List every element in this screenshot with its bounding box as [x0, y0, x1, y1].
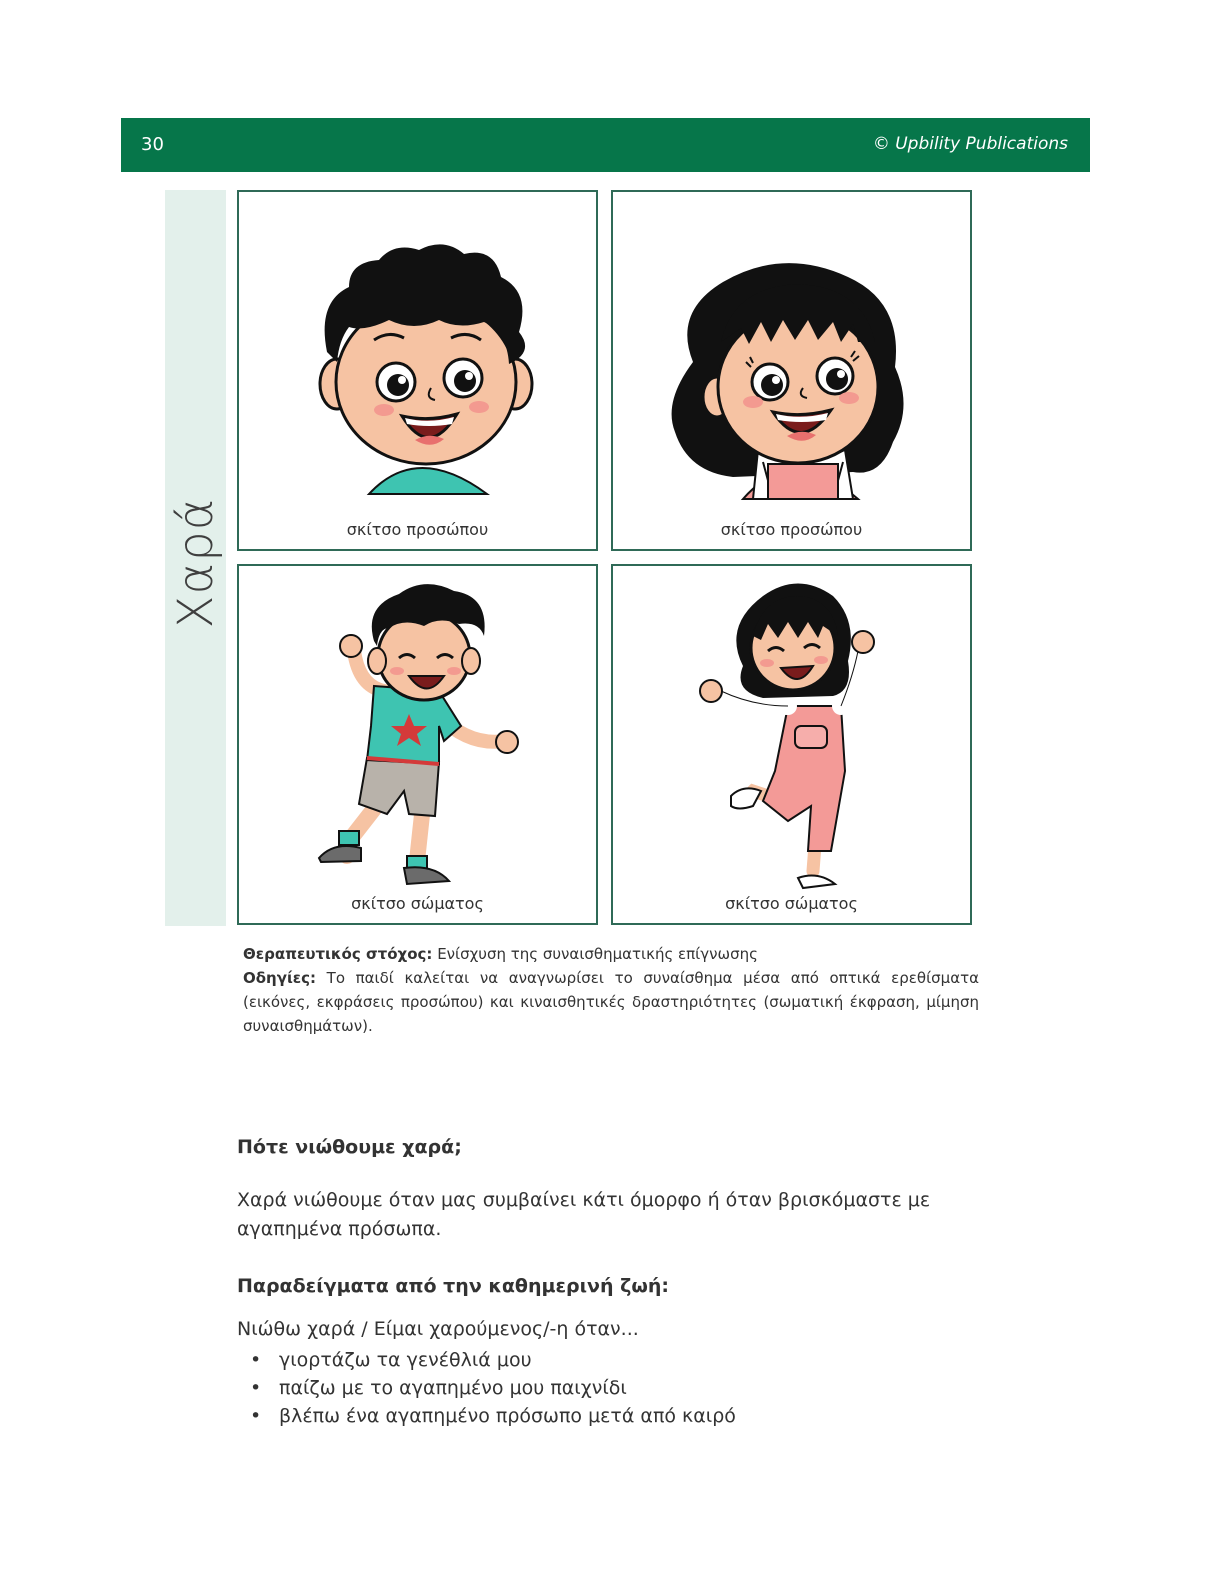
example-text: παίζω με το αγαπημένο μου παιχνίδι	[279, 1377, 627, 1399]
card-caption: σκίτσο προσώπου	[346, 520, 489, 539]
page-number: 30	[141, 134, 164, 155]
emotion-label: Χαρά	[167, 497, 224, 629]
question-heading: Πότε νιώθουμε χαρά;	[237, 1136, 462, 1158]
examples-intro: Νιώθω χαρά / Είμαι χαρούμενος/-η όταν...	[237, 1318, 639, 1340]
card-caption: σκίτσο σώματος	[725, 894, 858, 913]
header-bar	[121, 118, 1090, 172]
instructions-label: Οδηγίες:	[243, 969, 317, 987]
boy-face-illustration	[239, 192, 596, 549]
instructions-text: Το παιδί καλείται να αναγνωρίσει το συναίσθημα μέσα από οπτικά ερεθίσματα (εικόνες, εκφράσεις προσώπου) και κιναισθητικές δραστηριότητες (σωματική έκφραση, μίμηση συναισθημάτων).	[243, 969, 979, 1035]
girl-body-illustration	[613, 566, 970, 923]
card-girl-body	[611, 564, 972, 925]
examples-heading: Παραδείγματα από την καθημερινή ζωή:	[237, 1275, 670, 1297]
examples-list	[250, 1346, 736, 1430]
list-item	[250, 1374, 736, 1402]
bullet-icon: •	[250, 1349, 262, 1371]
card-boy-body	[237, 564, 598, 925]
answer-paragraph: Χαρά νιώθουμε όταν μας συμβαίνει κάτι όμορφο ή όταν βρισκόμαστε με αγαπημένα πρόσωπα.	[237, 1189, 931, 1240]
therapy-notes	[243, 942, 979, 1038]
card-caption: σκίτσο προσώπου	[720, 520, 863, 539]
goal-text: Ενίσχυση της συναισθηματικής επίγνωσης	[432, 945, 758, 963]
publisher-credit: © Upbility Publications	[872, 134, 1068, 154]
goal-line	[243, 942, 979, 966]
side-band	[165, 190, 226, 926]
card-boy-face	[237, 190, 598, 551]
girl-face-illustration	[613, 192, 970, 549]
bullet-icon: •	[250, 1405, 262, 1427]
card-girl-face	[611, 190, 972, 551]
example-text: γιορτάζω τα γενέθλιά μου	[279, 1349, 532, 1371]
instructions-line	[243, 966, 979, 1038]
list-item	[250, 1346, 736, 1374]
list-item	[250, 1402, 736, 1430]
goal-label: Θεραπευτικός στόχος:	[243, 945, 433, 963]
card-caption: σκίτσο σώματος	[351, 894, 484, 913]
boy-body-illustration	[239, 566, 596, 923]
example-text: βλέπω ένα αγαπημένο πρόσωπο μετά από καιρό	[279, 1405, 736, 1427]
bullet-icon: •	[250, 1377, 262, 1399]
